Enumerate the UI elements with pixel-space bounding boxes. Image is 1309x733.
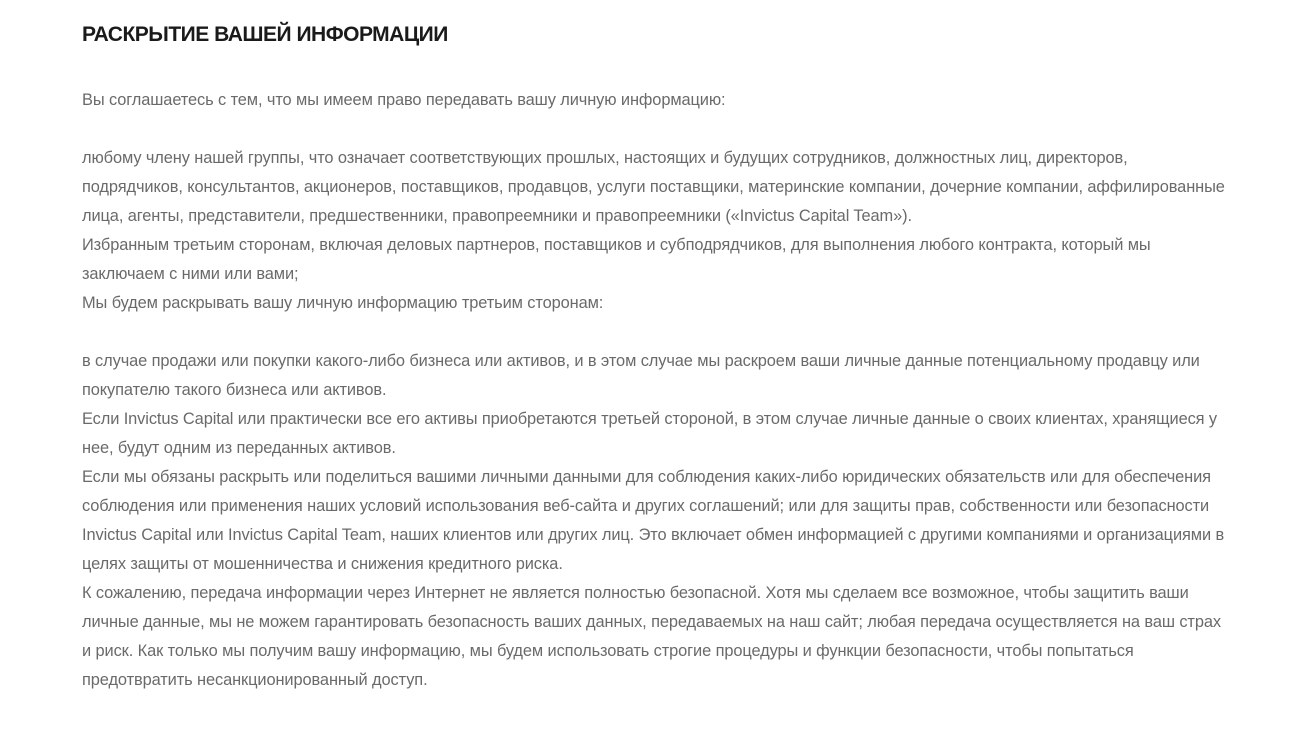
intro-paragraph: Вы соглашаетесь с тем, что мы имеем право передавать вашу личную информацию:: [82, 91, 726, 109]
paragraph-gap: [82, 318, 1232, 347]
disclosure-item-business-sale: в случае продажи или покупки какого-либо бизнеса или активов, и в этом случае мы раскроем ваши личные данные потенциальному продавцу или покупателю такого бизнеса или активов.: [82, 352, 1200, 399]
share-item-group-members: любому члену нашей группы, что означает соответствующих прошлых, настоящих и будущих сотрудников, должностных лиц, директоров, подрядчиков, консультантов, акционеров, поставщиков, продавцов, услуги поставщики, материнские компании, дочерние компании, аффилированные лица, агенты, представители, предшественники, правопреемники и правопреемники («Invictus Capital Team»).: [82, 149, 1225, 225]
section-heading: РАСКРЫТИЕ ВАШЕЙ ИНФОРМАЦИИ: [82, 23, 448, 46]
paragraph-gap: [82, 115, 1232, 144]
disclosure-item-acquisition: Если Invictus Capital или практически все его активы приобретаются третьей стороной, в этом случае личные данные о своих клиентах, хранящиеся у нее, будут одним из переданных активов.: [82, 410, 1218, 457]
disclosure-item-legal-obligation: Если мы обязаны раскрыть или поделиться вашими личными данными для соблюдения каких-либо юридических обязательств или для обеспечения соблюдения или применения наших условий использования веб-сайта и других соглашений; или для защиты прав, собственности или безопасности Invictus Capital или Invictus Capital Team, наших клиентов или других лиц. Это включает обмен информацией с другими компаниями и организациями в целях защиты от мошенничества и снижения кредитного риска.: [82, 468, 1225, 573]
share-item-third-parties: Избранным третьим сторонам, включая деловых партнеров, поставщиков и субподрядчиков, для выполнения любого контракта, который мы заключаем с ними или вами;: [82, 236, 1151, 283]
document-content: [82, 20, 1232, 695]
share-item-disclosure-intro: Мы будем раскрывать вашу личную информацию третьим сторонам:: [82, 294, 604, 312]
disclosure-item-internet-security: К сожалению, передача информации через Интернет не является полностью безопасной. Хотя мы сделаем все возможное, чтобы защитить ваши личные данные, мы не можем гарантировать безопасность ваших данных, передаваемых на наш сайт; любая передача осуществляется на ваш страх и риск. Как только мы получим вашу информацию, мы будем использовать строгие процедуры и функции безопасности, чтобы попытаться предотвратить несанкционированный доступ.: [82, 584, 1221, 689]
